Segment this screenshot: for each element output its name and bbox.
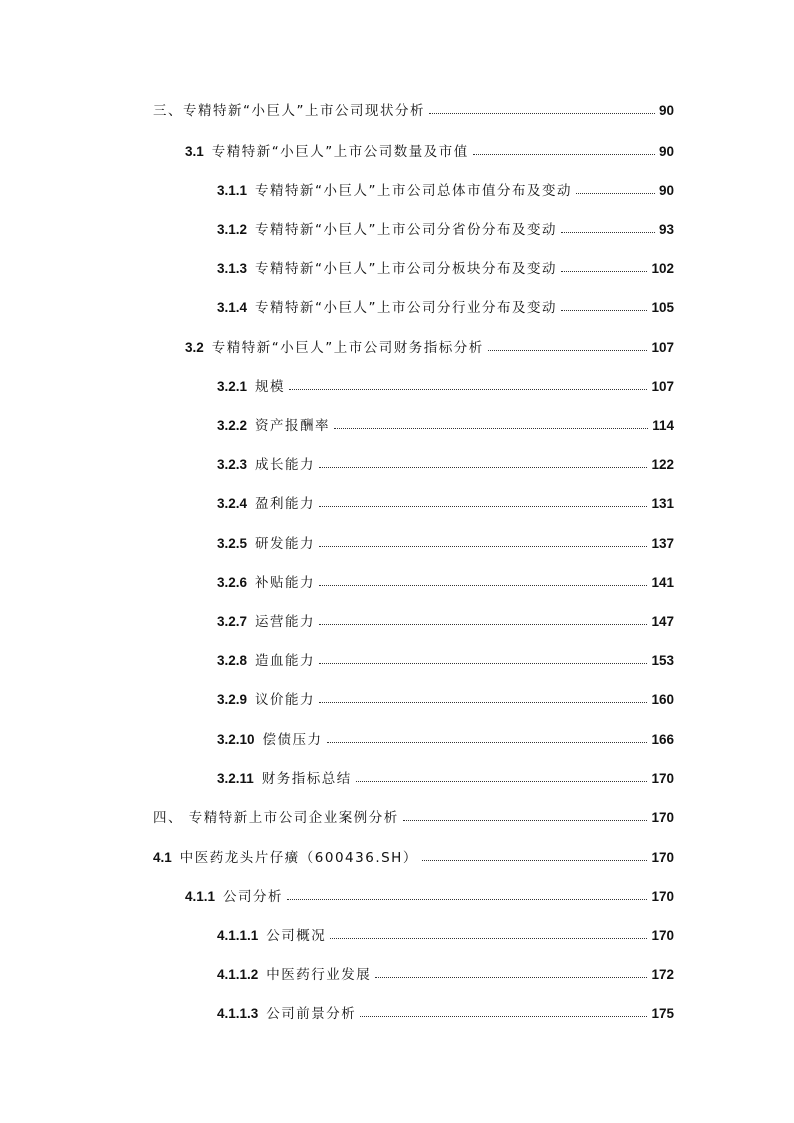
toc-entry-4-1-1-1[interactable] bbox=[217, 924, 674, 948]
toc-entry-page: 107 bbox=[651, 379, 674, 394]
toc-entry-title: 研发能力 bbox=[255, 536, 316, 552]
toc-entry-3-2-5[interactable] bbox=[217, 532, 674, 556]
toc-entry-number: 3.1.3 bbox=[217, 261, 248, 276]
toc-entry-title: 公司概况 bbox=[266, 928, 327, 944]
toc-entry-title: 资产报酬率 bbox=[255, 418, 331, 434]
toc-entry-3-1-2[interactable] bbox=[217, 218, 674, 242]
toc-dot-leader bbox=[375, 977, 647, 978]
toc-entry-title: 专精特新“小巨人”上市公司分板块分布及变动 bbox=[255, 261, 558, 277]
toc-entry-page: 175 bbox=[651, 1006, 674, 1021]
toc-dot-leader bbox=[422, 860, 648, 861]
toc-entry-page: 131 bbox=[651, 496, 674, 511]
toc-dot-leader bbox=[356, 781, 648, 782]
toc-dot-leader bbox=[473, 154, 655, 155]
toc-dot-leader bbox=[561, 232, 655, 233]
toc-entry-page: 170 bbox=[651, 928, 674, 943]
toc-entry-title: 运营能力 bbox=[255, 614, 316, 630]
toc-entry-page: 141 bbox=[651, 575, 674, 590]
toc-entry-page: 122 bbox=[651, 457, 674, 472]
toc-dot-leader bbox=[287, 899, 647, 900]
toc-entry-3-2-1[interactable] bbox=[217, 375, 674, 399]
toc-entry-number: 3.2.9 bbox=[217, 692, 248, 707]
toc-dot-leader bbox=[488, 350, 648, 351]
toc-entry-number: 3.1 bbox=[185, 144, 204, 159]
toc-entry-page: 172 bbox=[651, 967, 674, 982]
toc-entry-chapter-4[interactable] bbox=[153, 806, 674, 830]
toc-entry-number: 3.2.11 bbox=[217, 771, 254, 786]
toc-entry-page: 170 bbox=[651, 771, 674, 786]
toc-entry-number: 3.2 bbox=[185, 340, 204, 355]
toc-entry-number: 3.2.5 bbox=[217, 536, 248, 551]
toc-entry-number: 3.1.1 bbox=[217, 183, 248, 198]
toc-entry-3-2-10[interactable] bbox=[217, 728, 674, 752]
toc-entry-4-1-1-2[interactable] bbox=[217, 963, 674, 987]
toc-entry-number: 3.2.3 bbox=[217, 457, 248, 472]
toc-entry-number: 3.1.2 bbox=[217, 222, 248, 237]
toc-entry-title: 中医药行业发展 bbox=[266, 967, 372, 983]
toc-entry-title: 规模 bbox=[255, 379, 286, 395]
toc-dot-leader bbox=[576, 193, 655, 194]
toc-dot-leader bbox=[360, 1016, 647, 1017]
toc-entry-title: 财务指标总结 bbox=[261, 771, 352, 787]
toc-entry-page: 114 bbox=[652, 418, 674, 433]
toc-dot-leader bbox=[319, 663, 647, 664]
toc-entry-page: 90 bbox=[658, 183, 674, 198]
toc-dot-leader bbox=[429, 113, 655, 114]
toc-entry-3-2-7[interactable] bbox=[217, 610, 674, 634]
toc-entry-title: 成长能力 bbox=[255, 457, 316, 473]
toc-dot-leader bbox=[319, 624, 647, 625]
toc-entry-page: 147 bbox=[651, 614, 674, 629]
toc-entry-number: 3.2.2 bbox=[217, 418, 248, 433]
toc-entry-3-2-3[interactable] bbox=[217, 453, 674, 477]
toc-entry-number: 3.2.1 bbox=[217, 379, 248, 394]
toc-entry-title: 造血能力 bbox=[255, 653, 316, 669]
toc-entry-3-2-11[interactable] bbox=[217, 767, 674, 791]
toc-entry-number: 4.1.1.1 bbox=[217, 928, 259, 943]
toc-entry-3-1-3[interactable] bbox=[217, 257, 674, 281]
toc-entry-title: 议价能力 bbox=[255, 692, 316, 708]
toc-dot-leader bbox=[561, 271, 647, 272]
toc-entry-page: 105 bbox=[651, 300, 674, 315]
toc-entry-page: 93 bbox=[658, 222, 674, 237]
toc-entry-page: 90 bbox=[658, 144, 674, 159]
toc-entry-page: 166 bbox=[651, 732, 674, 747]
toc-dot-leader bbox=[319, 467, 647, 468]
toc-dot-leader bbox=[327, 742, 648, 743]
toc-dot-leader bbox=[561, 310, 647, 311]
toc-dot-leader bbox=[319, 546, 647, 547]
toc-entry-page: 160 bbox=[651, 692, 674, 707]
toc-dot-leader bbox=[289, 389, 647, 390]
toc-entry-title: 专精特新“小巨人”上市公司财务指标分析 bbox=[211, 340, 484, 356]
toc-entry-number: 4.1.1 bbox=[185, 889, 216, 904]
toc-entry-title: 中医药龙头片仔癀（600436.SH） bbox=[179, 850, 418, 866]
toc-entry-page: 107 bbox=[651, 340, 674, 355]
toc-entry-title: 四、 专精特新上市公司企业案例分析 bbox=[153, 810, 399, 826]
toc-entry-number: 3.2.8 bbox=[217, 653, 248, 668]
toc-entry-3-1-4[interactable] bbox=[217, 296, 674, 320]
toc-entry-4-1-1[interactable] bbox=[185, 885, 674, 909]
toc-entry-3-2-4[interactable] bbox=[217, 492, 674, 516]
toc-dot-leader bbox=[319, 702, 647, 703]
toc-entry-3-2-9[interactable] bbox=[217, 688, 674, 712]
toc-entry-chapter-3[interactable] bbox=[153, 99, 674, 123]
toc-entry-number: 4.1 bbox=[153, 850, 172, 865]
toc-entry-title: 专精特新“小巨人”上市公司分省份分布及变动 bbox=[255, 222, 558, 238]
toc-dot-leader bbox=[319, 506, 647, 507]
toc-dot-leader bbox=[330, 938, 647, 939]
toc-entry-number: 3.1.4 bbox=[217, 300, 248, 315]
toc-entry-title: 偿债压力 bbox=[262, 732, 323, 748]
toc-entry-page: 137 bbox=[651, 536, 674, 551]
toc-entry-title: 盈利能力 bbox=[255, 496, 316, 512]
toc-entry-page: 170 bbox=[651, 850, 674, 865]
toc-entry-page: 102 bbox=[651, 261, 674, 276]
toc-entry-number: 3.2.4 bbox=[217, 496, 248, 511]
toc-dot-leader bbox=[334, 428, 648, 429]
toc-entry-title: 三、专精特新“小巨人”上市公司现状分析 bbox=[153, 103, 425, 119]
toc-entry-title: 补贴能力 bbox=[255, 575, 316, 591]
toc-dot-leader bbox=[403, 820, 648, 821]
toc-entry-3-2-2[interactable] bbox=[217, 414, 674, 438]
toc-entry-3-2-8[interactable] bbox=[217, 649, 674, 673]
toc-entry-number: 4.1.1.3 bbox=[217, 1006, 259, 1021]
toc-entry-title: 专精特新“小巨人”上市公司分行业分布及变动 bbox=[255, 300, 558, 316]
toc-entry-3-1-1[interactable] bbox=[217, 179, 674, 203]
toc-entry-number: 3.2.10 bbox=[217, 732, 255, 747]
toc-entry-title: 公司前景分析 bbox=[266, 1006, 357, 1022]
toc-entry-4-1[interactable] bbox=[153, 846, 674, 870]
toc-entry-3-2-6[interactable] bbox=[217, 571, 674, 595]
toc-entry-number: 4.1.1.2 bbox=[217, 967, 259, 982]
toc-entry-number: 3.2.7 bbox=[217, 614, 248, 629]
toc-entry-page: 170 bbox=[651, 810, 674, 825]
toc-entry-number: 3.2.6 bbox=[217, 575, 248, 590]
toc-entry-title: 公司分析 bbox=[223, 889, 284, 905]
toc-dot-leader bbox=[319, 585, 647, 586]
toc-entry-title: 专精特新“小巨人”上市公司数量及市值 bbox=[211, 144, 469, 160]
toc-entry-4-1-1-3[interactable] bbox=[217, 1002, 674, 1026]
toc-entry-title: 专精特新“小巨人”上市公司总体市值分布及变动 bbox=[255, 183, 573, 199]
toc-entry-page: 170 bbox=[651, 889, 674, 904]
toc-entry-3-2[interactable] bbox=[185, 336, 674, 360]
toc-entry-page: 153 bbox=[651, 653, 674, 668]
toc-entry-page: 90 bbox=[658, 103, 674, 118]
toc-entry-3-1[interactable] bbox=[185, 140, 674, 164]
